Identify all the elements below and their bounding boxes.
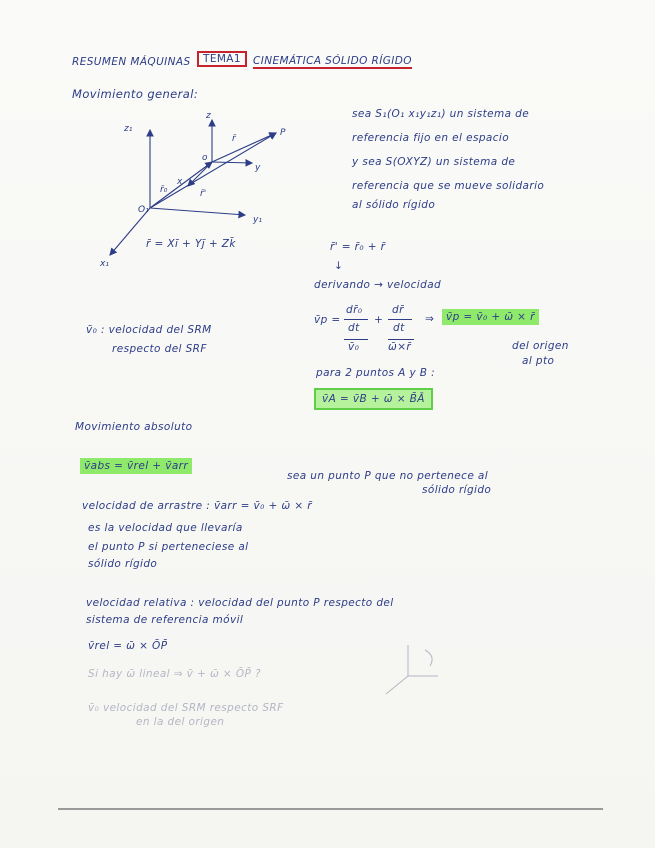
label-y: y xyxy=(255,163,261,173)
label-r-prime: r̄' xyxy=(200,189,207,199)
label-r0: r̄₀ xyxy=(160,185,168,195)
point-desc-1: sea un punto P que no pertenece al xyxy=(287,470,489,482)
frac1-num: dr̄₀ xyxy=(346,304,363,316)
point-desc-2: sólido rígido xyxy=(422,484,492,496)
page-edge xyxy=(58,808,603,810)
frac2-num: dr̄ xyxy=(392,304,404,316)
section2-title: Movimiento absoluto xyxy=(75,421,193,433)
label-z1: z₁ xyxy=(124,124,133,134)
drag-velocity: velocidad de arrastre : v̄arr = v̄₀ + ω̄ × r̄ xyxy=(82,500,312,512)
desc-line-3: y sea S(OXYZ) un sistema de xyxy=(352,156,516,168)
label-O: o xyxy=(202,153,208,163)
header-tag: TEMA1 xyxy=(197,51,247,67)
vp-label: v̄p = xyxy=(314,314,341,326)
vp-result: v̄p = v̄₀ + ω̄ × r̄ xyxy=(442,309,539,325)
label-P: P xyxy=(280,128,286,138)
faint-note-1: Si hay ω̄ lineal ⇒ v̄ + ω̄ × ŌP̄ ? xyxy=(88,668,261,680)
label-z: z xyxy=(206,111,211,121)
header-course: RESUMEN MÁQUINAS xyxy=(72,56,191,68)
under1: v̄₀ xyxy=(348,341,360,353)
vabs-formula: v̄abs = v̄rel + v̄arr xyxy=(80,458,192,474)
origin-note-2: al pto xyxy=(522,355,555,367)
origin-note-1: del origen xyxy=(512,340,569,352)
drag-desc-2: el punto P si perteneciese al xyxy=(88,541,249,553)
label-O1: O₁ xyxy=(138,205,149,215)
r-vector: r̄ = Xī + Yj̄ + Zk̄ xyxy=(146,238,236,250)
drag-desc-3: sólido rígido xyxy=(88,558,158,570)
r-sum: r̄' = r̄₀ + r̄ xyxy=(330,241,386,253)
desc-line-5: al sólido rígido xyxy=(352,199,436,211)
drag-desc-1: es la velocidad que llevaría xyxy=(88,522,243,534)
label-r: r̄ xyxy=(232,134,236,144)
implies-arrow: ⇒ xyxy=(425,313,435,325)
desc-line-1: sea S₁(O₁ x₁y₁z₁) un sistema de xyxy=(352,108,530,120)
down-arrow: ↓ xyxy=(334,260,344,272)
deriving-text: derivando → velocidad xyxy=(314,279,442,291)
v0-def-2: respecto del SRF xyxy=(112,343,207,355)
frac2-den: dt xyxy=(393,322,405,334)
faint-axis-x xyxy=(386,676,408,694)
frac1-den: dt xyxy=(348,322,360,334)
va-formula: v̄A = v̄B + ω̄ × B̄Ā xyxy=(314,388,433,410)
desc-line-4: referencia que se mueve solidario xyxy=(352,180,545,192)
faint-note-3: en la del origen xyxy=(136,716,225,728)
header-topic: CINEMÁTICA SÓLIDO RÍGIDO xyxy=(253,55,412,67)
faint-rotation-arrow xyxy=(425,650,432,666)
label-y1: y₁ xyxy=(253,215,262,225)
vrel-formula: v̄rel = ω̄ × ŌP̄ xyxy=(88,640,168,652)
relative-velocity-1: velocidad relativa : velocidad del punto P respecto del xyxy=(86,597,394,609)
label-x1: x₁ xyxy=(100,259,109,269)
plus-sign: + xyxy=(374,314,384,326)
relative-velocity-2: sistema de referencia móvil xyxy=(86,614,244,626)
section1-title: Movimiento general: xyxy=(72,87,199,101)
under2: ω̄×r̄ xyxy=(388,341,412,353)
v0-def-1: v̄₀ : velocidad del SRM xyxy=(86,324,212,336)
faint-note-2: v̄₀ velocidad del SRM respecto SRF xyxy=(88,702,284,714)
desc-line-2: referencia fijo en el espacio xyxy=(352,132,510,144)
two-points-text: para 2 puntos A y B : xyxy=(316,367,436,379)
label-x: x xyxy=(177,177,183,187)
